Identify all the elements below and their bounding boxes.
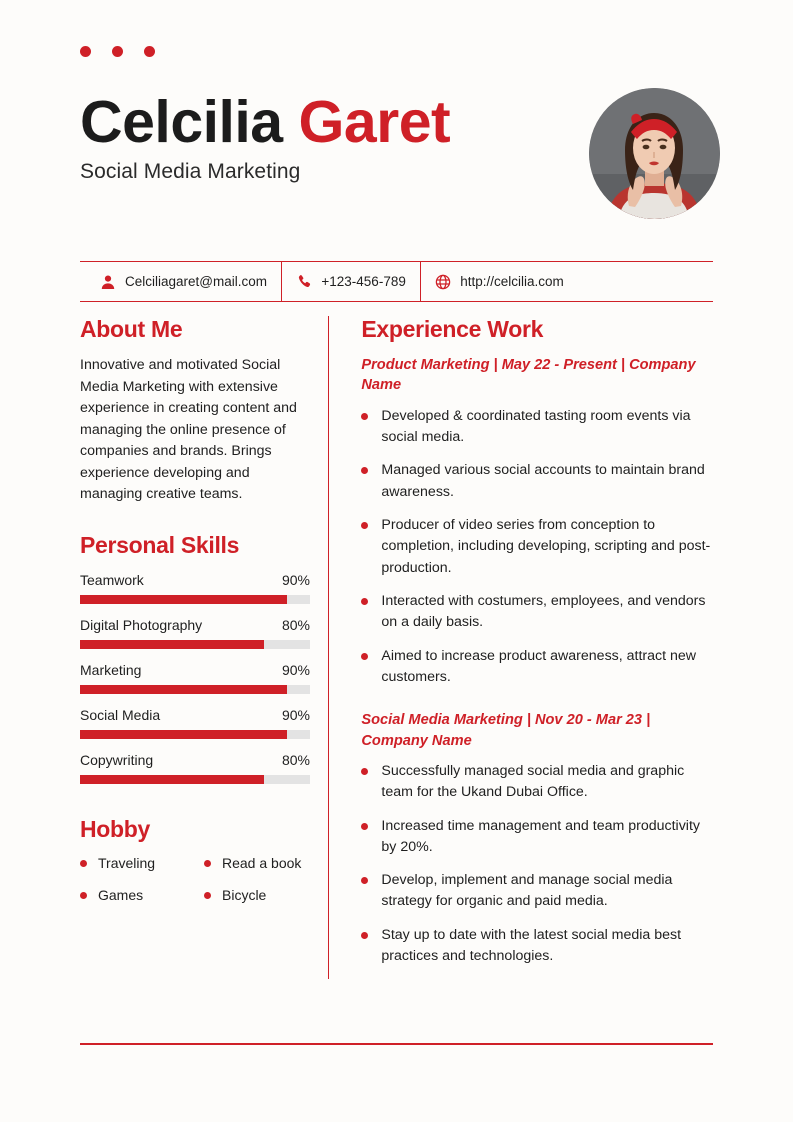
about-text: Innovative and motivated Social Media Marketing with extensive experience in creating content and managing the online presence of companies and brands. Brings experience developing and managing creative teams.: [80, 357, 297, 503]
list-item: [361, 870, 713, 913]
bullet-icon: [361, 768, 368, 775]
bullet-text: Interacted with costumers, employees, and vendors on a daily basis.: [381, 592, 706, 631]
contact-website-label: http://celcilia.com: [460, 274, 564, 289]
bullet-icon: [361, 932, 368, 939]
contact-item-email[interactable]: [80, 262, 281, 301]
list-item: [361, 761, 713, 804]
section-title-hobby: Hobby: [80, 816, 151, 843]
bullet-icon: [80, 892, 87, 899]
bullet-icon: [361, 522, 368, 529]
dot-icon: [144, 46, 155, 57]
bullet-icon: [204, 892, 211, 899]
bullet-icon: [361, 877, 368, 884]
bullet-icon: [361, 653, 368, 660]
experience-heading: Product Marketing | May 22 - Present | Company Name: [361, 357, 696, 394]
skill-bar: [80, 595, 310, 604]
globe-icon: [435, 274, 451, 290]
skill-bar-fill: [80, 775, 264, 784]
skill-label: Digital Photography: [80, 617, 203, 634]
skill-bar-fill: [80, 640, 264, 649]
experience-bullets: [361, 406, 713, 688]
skill-item: [80, 617, 310, 649]
skill-bar-fill: [80, 730, 287, 739]
hobby-label: Traveling: [98, 855, 156, 872]
bullet-icon: [80, 860, 87, 867]
bullet-text: Develop, implement and manage social media strategy for organic and paid media.: [381, 872, 673, 910]
experience-bullets: [361, 761, 713, 967]
skill-label: Teamwork: [80, 572, 144, 589]
hobby-label: Read a book: [222, 855, 302, 872]
first-name: Celcilia: [80, 89, 283, 155]
skill-item: [80, 707, 310, 739]
skill-value: 80%: [281, 617, 310, 634]
contact-bar: [80, 261, 713, 302]
list-item: [204, 855, 310, 871]
bullet-text: Managed various social accounts to maintain brand awareness.: [381, 462, 705, 500]
contact-item-website[interactable]: [421, 262, 578, 301]
experience-entry: [361, 710, 713, 967]
list-item: [361, 515, 713, 579]
section-title-skills: Personal Skills: [80, 532, 240, 559]
bullet-text: Successfully managed social media and graphic team for the Ukand Dubai Office.: [381, 762, 685, 801]
bullet-icon: [204, 860, 211, 867]
experience-entry: [361, 355, 713, 688]
skill-value: 90%: [281, 707, 310, 724]
name-block: [80, 86, 450, 184]
skill-label: Copywriting: [80, 752, 154, 769]
footer-rule: [80, 1043, 713, 1045]
section-title-about: About Me: [80, 316, 183, 342]
skill-item: [80, 752, 310, 784]
resume-header: [80, 86, 720, 219]
list-item: [361, 591, 713, 634]
bullet-text: Developed & coordinated tasting room events via social media.: [381, 407, 691, 446]
list-item: [361, 925, 713, 968]
content-columns: [80, 316, 713, 979]
bullet-icon: [361, 413, 368, 420]
skill-item: [80, 572, 310, 604]
skill-bar: [80, 685, 310, 694]
list-item: [361, 406, 713, 449]
right-column: [329, 316, 713, 979]
skill-label: Social Media: [80, 707, 161, 724]
hobby-label: Bicycle: [222, 887, 267, 904]
skill-label: Marketing: [80, 662, 142, 679]
skill-bar: [80, 730, 310, 739]
list-item: [80, 855, 204, 871]
skill-bar-fill: [80, 685, 287, 694]
decorative-dots: [80, 46, 155, 57]
skill-value: 90%: [281, 572, 310, 589]
skill-bar: [80, 640, 310, 649]
experience-heading: Social Media Marketing | Nov 20 - Mar 23 | Company Name: [361, 712, 651, 749]
skill-bar: [80, 775, 310, 784]
bullet-text: Increased time management and team productivity by 20%.: [381, 817, 700, 855]
contact-email-label: Celciliagaret@mail.com: [125, 274, 267, 289]
skill-value: 80%: [281, 752, 310, 769]
dot-icon: [80, 46, 91, 57]
skill-bar-fill: [80, 595, 287, 604]
list-item: [204, 887, 310, 903]
list-item: [361, 460, 713, 503]
list-item: [80, 887, 204, 903]
contact-item-phone[interactable]: [282, 262, 419, 301]
skill-item: [80, 662, 310, 694]
list-item: [361, 646, 713, 689]
job-role-subtitle: Social Media Marketing: [80, 160, 301, 184]
list-item: [361, 816, 713, 859]
dot-icon: [112, 46, 123, 57]
bullet-icon: [361, 598, 368, 605]
person-icon: [100, 274, 116, 290]
avatar: [589, 88, 720, 219]
left-column: [80, 316, 328, 979]
phone-icon: [296, 274, 312, 290]
contact-phone-label: +123-456-789: [321, 274, 406, 289]
skill-value: 90%: [281, 662, 310, 679]
hobby-label: Games: [98, 887, 144, 904]
bullet-text: Producer of video series from conception to completion, including developing, scripting and post-production.: [381, 517, 711, 576]
bullet-text: Aimed to increase product awareness, attract new customers.: [381, 647, 697, 685]
last-name: Garet: [298, 89, 451, 155]
section-title-experience: Experience Work: [361, 316, 544, 342]
bullet-icon: [361, 467, 368, 474]
page-title: [80, 89, 451, 155]
bullet-icon: [361, 823, 368, 830]
bullet-text: Stay up to date with the latest social media best practices and technologies.: [381, 926, 682, 965]
hobby-list: [80, 855, 310, 903]
